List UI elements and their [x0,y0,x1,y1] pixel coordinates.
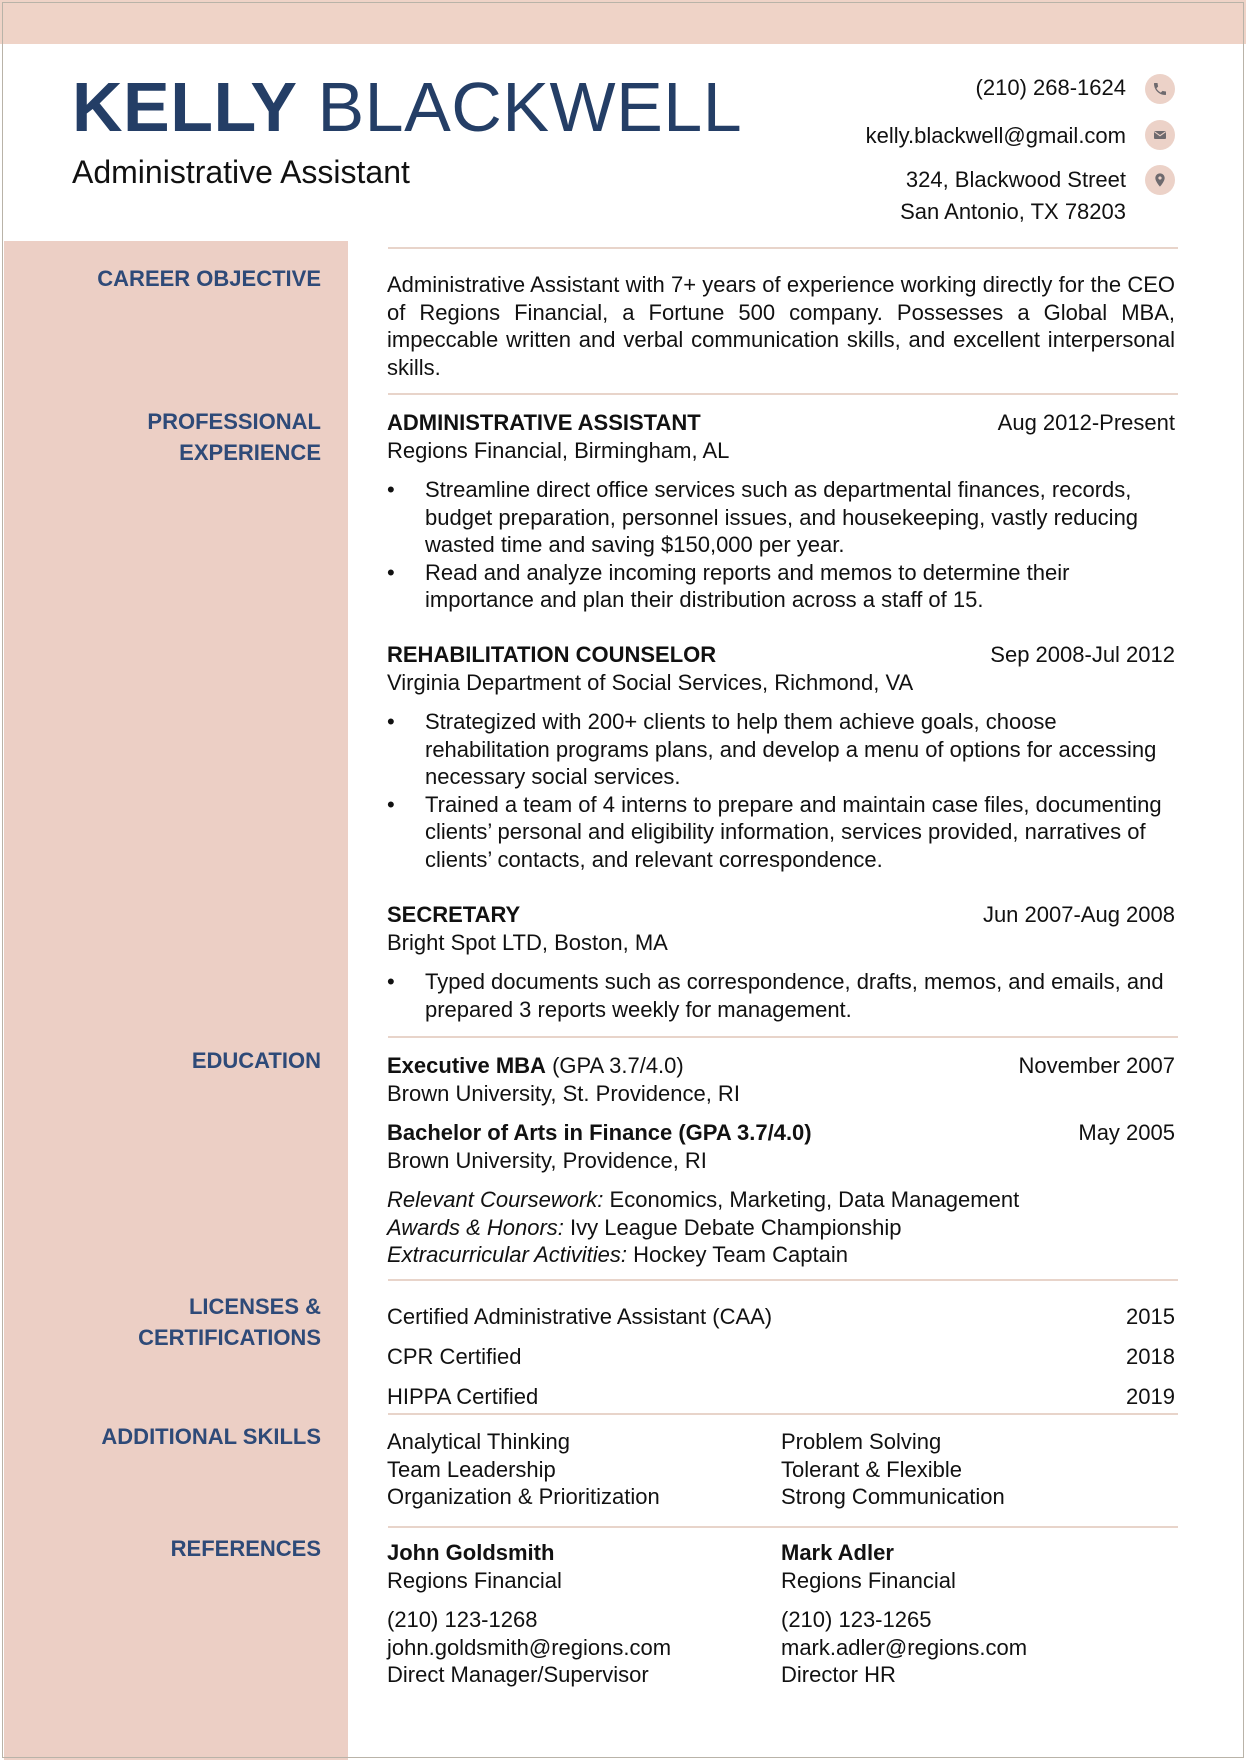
job-entry [387,901,1175,1023]
degree-date: November 2007 [1018,1053,1175,1078]
education-extras: Relevant Coursework: Economics, Marketing, Data Management Awards & Honors: Ivy League Debate Championship Extracurricular Activities: Hockey Team Captain [387,1187,1020,1267]
career-objective-text: Administrative Assistant with 7+ years of experience working directly for the CEO of Regions Financial, a Fortune 500 company. Possesses a Global MBA, impeccable written and verbal communication skills, and excellent interpersonal skills. [387,272,1175,380]
skills-list [387,1428,1175,1511]
degree-school: Brown University, St. Providence, RI [387,1080,740,1106]
divider [388,1279,1178,1281]
job-bullets [387,476,1175,614]
section-label-education: EDUCATION [191,1048,321,1073]
list-item: Problem Solving [781,1429,942,1454]
reference-name: Mark Adler [781,1540,894,1565]
address-line1: 324, Blackwood Street [905,167,1126,192]
job-org: Bright Spot LTD, Boston, MA [387,929,668,955]
list-item: CPR Certified 2018 [387,1344,1175,1369]
divider [388,247,1178,249]
list-item: Analytical Thinking [387,1429,571,1454]
reference-org: Regions Financial [387,1567,562,1593]
job-org: Virginia Department of Social Services, Richmond, VA [387,669,914,695]
job-dates: Jun 2007-Aug 2008 [982,902,1175,927]
list-item: Certified Administrative Assistant (CAA) 2015 [387,1304,1175,1329]
degree-gpa: (GPA 3.7/4.0) [545,1053,684,1078]
reference-phone: (210) 123-1265 [781,1607,932,1632]
section-label-skills: ADDITIONAL SKILLS [101,1424,321,1449]
skills-column-left [387,1428,781,1511]
phone-text: (210) 268-1624 [975,75,1126,100]
degree-school: Brown University, Providence, RI [387,1147,707,1173]
mail-icon [1145,120,1175,150]
location-pin-icon [1145,165,1175,195]
job-title: Administrative Assistant [72,154,410,190]
job-dates: Sep 2008-Jul 2012 [990,642,1175,667]
reference-role: Director HR [781,1662,896,1687]
licenses-list [387,1297,1175,1417]
list-item: Team Leadership [387,1456,556,1482]
references-list [387,1539,1175,1689]
reference-card [781,1539,1175,1689]
job-bullets [387,708,1175,873]
job-entry [387,409,1175,614]
skills-column-right [781,1428,1175,1511]
list-item: Tolerant & Flexible [781,1456,962,1482]
degree-name: Executive MBA [387,1053,546,1078]
reference-card [387,1539,781,1689]
reference-role: Direct Manager/Supervisor [387,1662,649,1687]
first-name: KELLY [72,68,298,146]
reference-org: Regions Financial [781,1567,956,1593]
degree-date: May 2005 [1078,1120,1175,1145]
list-item: • Read and analyze incoming reports and memos to determine their importance and plan their distribution across a staff of 15. [387,559,1175,614]
reference-name: John Goldsmith [387,1540,555,1565]
phone-icon [1145,74,1175,104]
list-item: • Streamline direct office services such as departmental finances, records, budget preparation, personnel issues, and housekeeping, vastly reducing wasted time and saving $150,000 per year. [387,476,1175,559]
divider [388,1036,1178,1038]
degree-name: Bachelor of Arts in Finance (GPA 3.7/4.0) [387,1120,812,1145]
section-label-references: REFERENCES [170,1536,321,1561]
job-title: REHABILITATION COUNSELOR [387,642,717,667]
reference-email: mark.adler@regions.com [781,1634,1028,1660]
section-label-experience: PROFESSIONAL EXPERIENCE [147,409,321,465]
reference-email: john.goldsmith@regions.com [387,1634,672,1660]
list-item: • Strategized with 200+ clients to help them achieve goals, choose rehabilitation programs plans, and develop a menu of options for accessing necessary social services. [387,708,1175,791]
list-item: • Trained a team of 4 interns to prepare and maintain case files, documenting clients’ personal and eligibility information, services provided, narratives of clients’ contacts, and relevant correspondence. [387,791,1175,874]
section-label-licenses: LICENSES & CERTIFICATIONS [138,1294,321,1350]
reference-phone: (210) 123-1268 [387,1607,538,1632]
section-label-career-objective: CAREER OBJECTIVE [97,266,321,291]
list-item: • Typed documents such as correspondence, drafts, memos, and emails, and prepared 3 reports weekly for management. [387,968,1175,1023]
list-item: HIPPA Certified 2019 [387,1384,1175,1409]
candidate-name [72,68,743,146]
email-text: kelly.blackwell@gmail.com [865,123,1126,148]
job-bullets [387,968,1175,1023]
education-entries [387,1052,1175,1269]
job-org: Regions Financial, Birmingham, AL [387,437,730,463]
address-line2: San Antonio, TX 78203 [900,199,1126,224]
divider [388,1526,1178,1528]
job-dates: Aug 2012-Present [997,410,1175,435]
job-title: SECRETARY [387,902,521,927]
job-entry [387,641,1175,873]
list-item: Organization & Prioritization [387,1484,660,1509]
list-item: Strong Communication [781,1484,1005,1509]
top-color-band [0,0,1246,44]
last-name: BLACKWELL [317,68,743,146]
job-title: ADMINISTRATIVE ASSISTANT [387,410,701,435]
divider [388,393,1178,395]
